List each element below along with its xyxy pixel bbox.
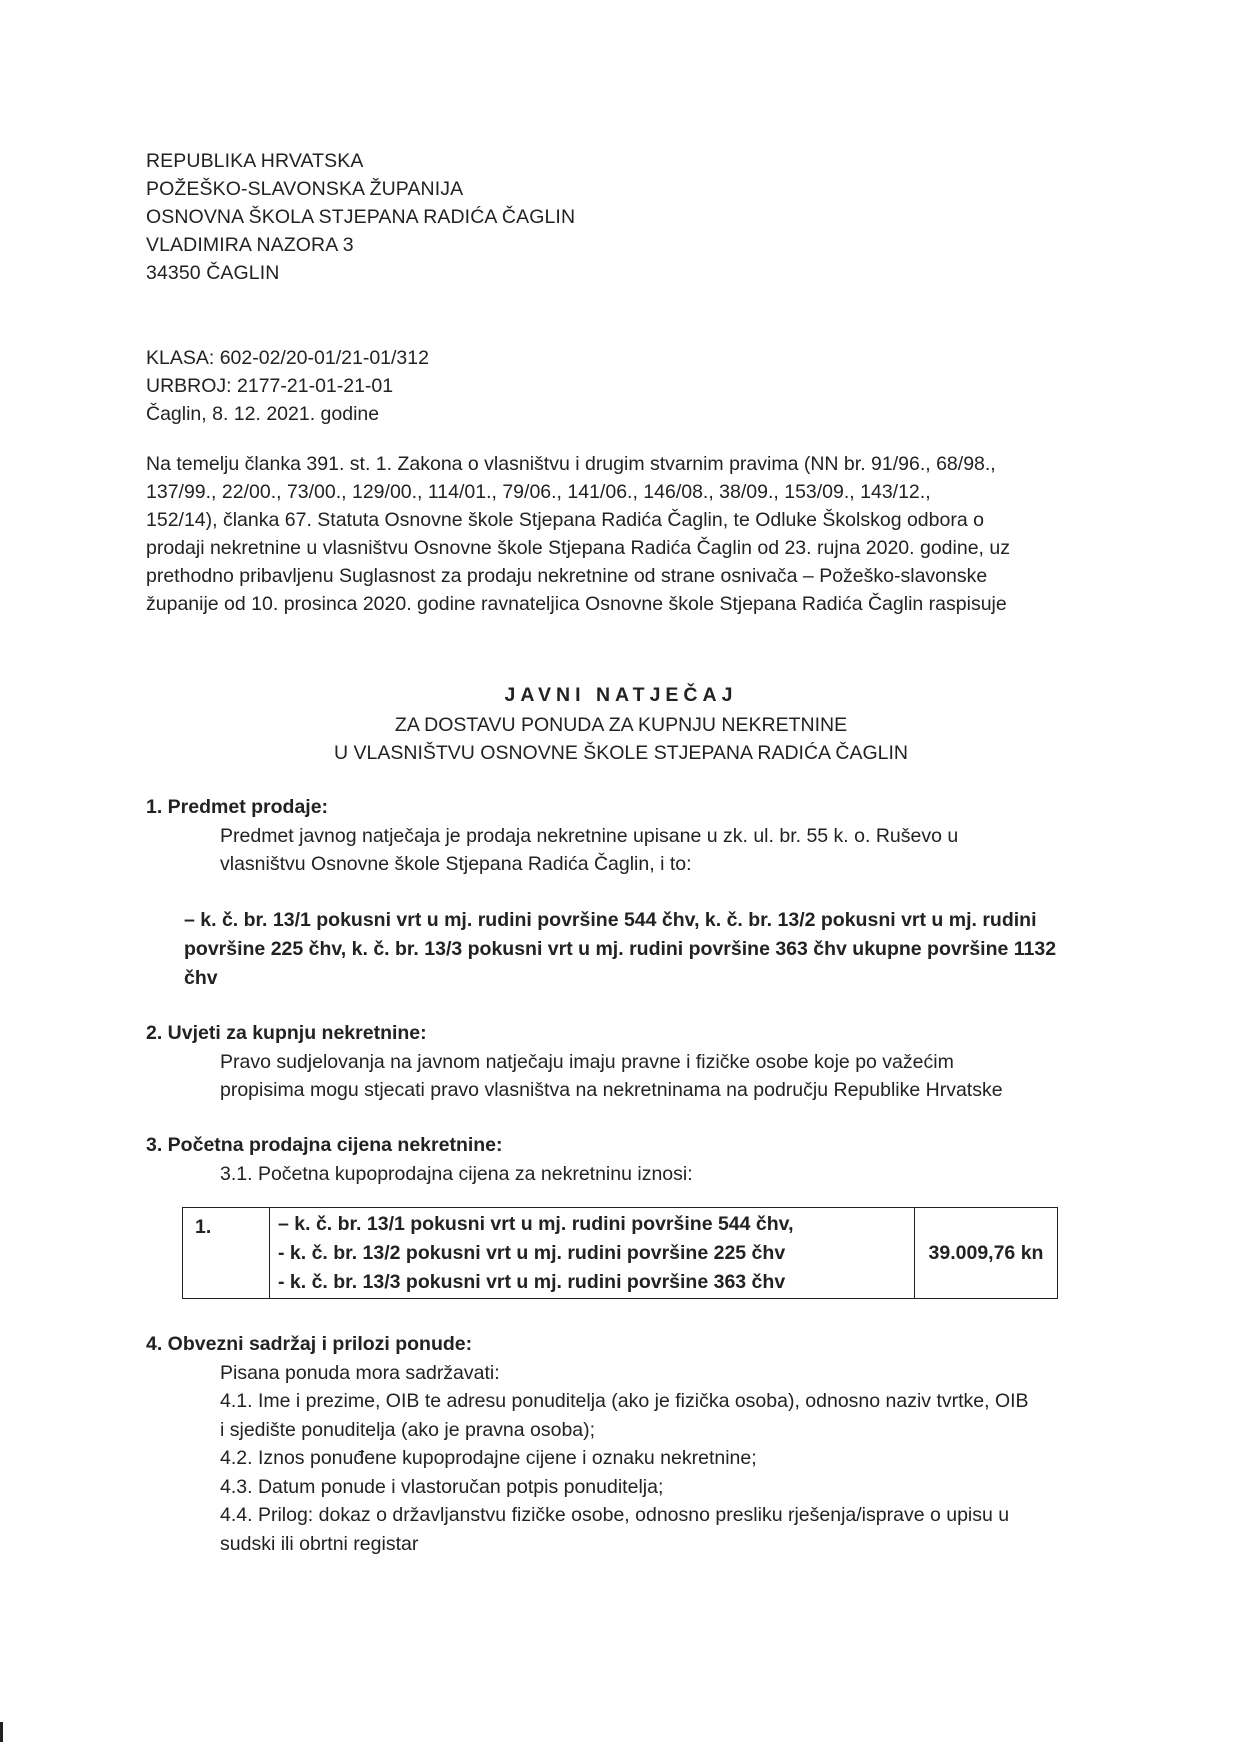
- table-row: [183, 1208, 1058, 1299]
- issuer-header: [146, 148, 575, 288]
- intro-line: županije od 10. prosinca 2020. godine ravnateljica Osnovne škole Stjepana Radića Čaglin raspisuje: [146, 593, 1007, 615]
- place-date-line: Čaglin, 8. 12. 2021. godine: [146, 403, 380, 425]
- parcel-line: čhv: [184, 967, 218, 989]
- section-1-line: vlasništvu Osnovne škole Stjepana Radića Čaglin, i to:: [220, 853, 692, 875]
- header-line: OSNOVNA ŠKOLA STJEPANA RADIĆA ČAGLIN: [146, 206, 576, 228]
- urbroj-line: URBROJ: 2177-21-01-21-01: [146, 375, 394, 397]
- list-item: 4.2. Iznos ponuđene kupoprodajne cijene i oznaku nekretnine;: [220, 1447, 757, 1469]
- section-4-intro: Pisana ponuda mora sadržavati:: [220, 1362, 500, 1384]
- section-2-heading: 2. Uvjeti za kupnju nekretnine:: [146, 1022, 427, 1044]
- section-2-line: Pravo sudjelovanja na javnom natječaju imaju pravne i fizičke osobe koje po važećim: [220, 1051, 954, 1073]
- table-item: - k. č. br. 13/2 pokusni vrt u mj. rudini površine 225 čhv: [278, 1242, 786, 1264]
- list-item: 4.3. Datum ponude i vlastoručan potpis ponuditelja;: [220, 1475, 664, 1498]
- intro-line: Na temelju članka 391. st. 1. Zakona o vlasništvu i drugim stvarnim pravima (NN br. 91/96., 68/98.,: [146, 453, 996, 475]
- intro-line: prodaji nekretnine u vlasništvu Osnovne škole Stjepana Radića Čaglin od 23. rujna 2020. godine, uz: [146, 537, 1010, 559]
- section-4-list: [220, 1387, 1100, 1558]
- list-item: 4.1. Ime i prezime, OIB te adresu ponuditelja (ako je fizička osoba), odnosno naziv tvrtke, OIB: [220, 1390, 1029, 1412]
- intro-paragraph: [146, 450, 1096, 618]
- intro-line: prethodno pribavljenu Suglasnost za prodaju nekretnine od strane osnivača – Požeško-slavonske: [146, 565, 988, 587]
- header-line: REPUBLIKA HRVATSKA: [146, 150, 364, 172]
- row-description: [270, 1208, 915, 1299]
- intro-line: 152/14), članka 67. Statuta Osnovne škole Stjepana Radića Čaglin, te Odluke Školskog odbora o: [146, 509, 984, 531]
- section-2-text: [220, 1048, 1100, 1104]
- row-number: 1.: [183, 1208, 270, 1299]
- document-title: [146, 682, 1096, 767]
- parcel-line: – k. č. br. 13/1 pokusni vrt u mj. rudini površine 544 čhv, k. č. br. 13/2 pokusni vrt u mj. rudini: [184, 909, 1037, 931]
- header-line: VLADIMIRA NAZORA 3: [146, 234, 354, 256]
- reference-block: [146, 345, 429, 429]
- price-table: [182, 1207, 1058, 1299]
- intro-line: 137/99., 22/00., 73/00., 129/00., 114/01., 79/06., 141/06., 146/08., 38/09., 153/09., 143/12.,: [146, 481, 931, 503]
- section-1-heading: 1. Predmet prodaje:: [146, 796, 329, 818]
- section-4-heading: 4. Obvezni sadržaj i prilozi ponude:: [146, 1333, 473, 1355]
- title-sub: U VLASNIŠTVU OSNOVNE ŠKOLE STJEPANA RADIĆA ČAGLIN: [334, 742, 908, 764]
- list-item: sudski ili obrtni registar: [220, 1532, 419, 1555]
- parcel-line: površine 225 čhv, k. č. br. 13/3 pokusni vrt u mj. rudini površine 363 čhv ukupne površine 1132: [184, 938, 1057, 960]
- row-price: 39.009,76 kn: [915, 1208, 1058, 1299]
- section-2-line: propisima mogu stjecati pravo vlasništva na nekretninama na području Republike Hrvatske: [220, 1079, 1003, 1101]
- list-item: 4.4. Prilog: dokaz o državljanstvu fizičke osobe, odnosno presliku rješenja/isprave o upisu u: [220, 1504, 1010, 1526]
- section-3-subheading: 3.1. Početna kupoprodajna cijena za nekretninu iznosi:: [220, 1163, 693, 1185]
- section-3-heading: 3. Početna prodajna cijena nekretnine:: [146, 1134, 503, 1156]
- table-item: – k. č. br. 13/1 pokusni vrt u mj. rudini površine 544 čhv,: [278, 1213, 794, 1235]
- header-line: 34350 ČAGLIN: [146, 262, 280, 284]
- section-1-text: [220, 822, 1100, 878]
- list-item: i sjedište ponuditelja (ako je pravna osoba);: [220, 1418, 596, 1441]
- title-sub: ZA DOSTAVU PONUDA ZA KUPNJU NEKRETNINE: [394, 714, 848, 736]
- section-1-parcels: [184, 906, 1104, 993]
- table-item: - k. č. br. 13/3 pokusni vrt u mj. rudini površine 363 čhv: [278, 1271, 786, 1293]
- section-1-line: Predmet javnog natječaja je prodaja nekretnine upisane u zk. ul. br. 55 k. o. Ruševo u: [220, 825, 959, 847]
- scan-edge-mark: [0, 1722, 3, 1742]
- title-main: JAVNI NATJEČAJ: [504, 684, 738, 706]
- header-line: POŽEŠKO-SLAVONSKA ŽUPANIJA: [146, 178, 464, 200]
- klasa-line: KLASA: 602-02/20-01/21-01/312: [146, 347, 429, 369]
